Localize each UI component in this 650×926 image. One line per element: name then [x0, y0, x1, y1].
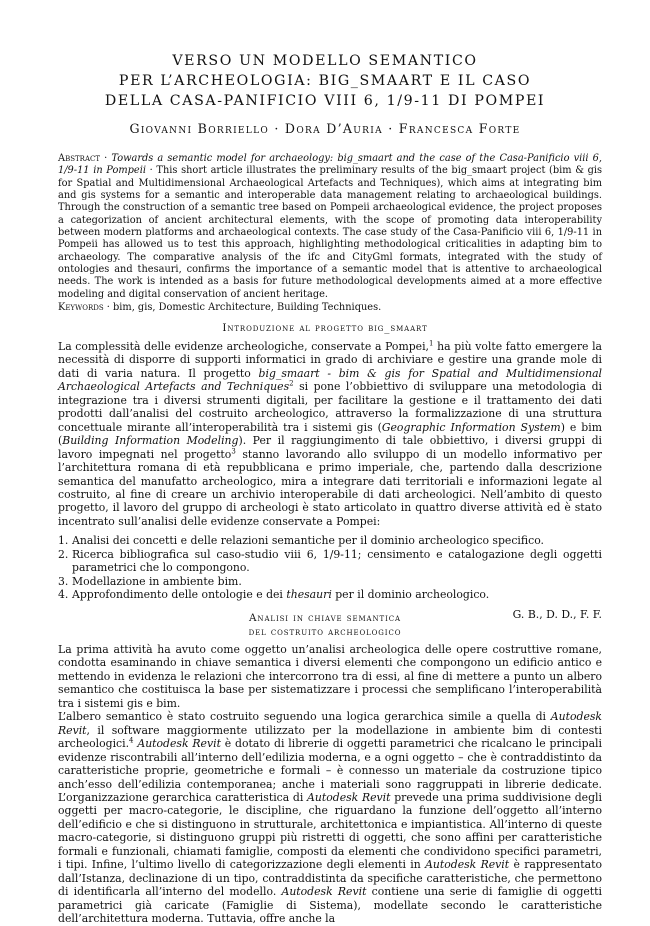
footnote-ref-4[interactable]: 4	[129, 736, 134, 745]
list-text: Approfondimento delle ontologie e dei	[72, 588, 287, 602]
list-number: 4.	[58, 588, 69, 602]
heading-line-1: Analisi in chiave semantica	[249, 612, 401, 624]
software-name: Autodesk Revit	[307, 790, 391, 804]
heading-line-2: del costruito archeologico	[248, 625, 402, 638]
abstract-separator: ·	[100, 153, 112, 164]
list-text-italic: thesauri	[286, 588, 332, 602]
software-name: Autodesk Revit	[58, 710, 602, 737]
intro-text-a: La complessità delle evidenze archeologiche, conservate a Pompei,	[58, 340, 430, 353]
project-name-italic: big_smaart - bim & gis for Spatial and Multidimensional Archaeological Artefacts and Techniques	[58, 366, 603, 394]
title-line-1: VERSO UN MODELLO SEMANTICO	[172, 53, 478, 69]
list-item	[58, 575, 602, 588]
intro-text-d: ) e bim (	[58, 420, 602, 448]
keywords-label: Keywords	[58, 302, 104, 314]
software-name: Autodesk Revit	[281, 885, 367, 899]
intro-text-b: ha più volte fatto emergere la necessità di disporre di supporti informatici in grado di archiviare e gestire una grande mole di dati di varia natura. Il progetto	[58, 340, 603, 380]
p2-text-c: è dotato di librerie di oggetti parametrici che ricalcano le principali evidenze riscontrabili all’interno dell’edilizia moderna, e a ogni oggetto – che è contraddistinto da caratteristiche proprie, geometriche e formali – è connesso un materiale da costruzione tipico anch’esso dell’edilizia contemporanea; anche i materiali sono raggruppati in librerie dedicate. L’organizzazione gerarchica caratteristica di	[58, 737, 602, 804]
intro-paragraph	[58, 340, 602, 528]
list-text: Analisi dei concetti e delle relazioni semantiche per il dominio archeologico specifico.	[72, 534, 544, 548]
semantic-paragraph-1: La prima attività ha avuto come oggetto un’analisi archeologica delle opere costruttive romane, condotta esaminando in chiave semantica i diversi elementi che compongono un edificio antico e mettendo in evidenza le relazioni che intercorrono tra di essi, al fine di mettere a punto un albero semantico che costituisca la base per sistematizzare i processi che semplificano l’interoperabilità tra i sistemi gis e bim.	[58, 643, 602, 710]
abstract	[58, 153, 602, 314]
semantic-paragraph-2	[58, 710, 602, 925]
title-line-3: DELLA CASA-PANIFICIO VIII 6, 1/9-11 DI POMPEI	[104, 93, 546, 109]
section-introduction-body	[58, 340, 602, 621]
list-item	[58, 548, 602, 575]
title-line-2: PER L’ARCHEOLOGIA: BIG_SMAART E IL CASO	[118, 73, 532, 89]
section-heading-semantic-analysis	[0, 612, 650, 639]
p2-text-d: prevede una prima suddivisione degli oggetti per macro-categorie, le discipline, che riguardano la funzione dell’oggetto all’interno dell’edificio e che si distinguono in strutturale, architettonica e impiantistica. All’interno di queste macro-categorie, si distinguono gruppi più ristretti di oggetti, che sono affini per caratteristiche formali e funzionali, chiamati famiglie, composti da elementi che condividono specifici parametri, i tipi. Infine, l’ultimo livello di categorizzazione degli elementi in	[58, 790, 602, 872]
author-list: Giovanni Borriello · Dora D’Auria · Francesca Forte	[129, 121, 521, 136]
list-text: Modellazione in ambiente bim.	[72, 574, 242, 588]
author-initials: G. B., D. D., F. F.	[512, 607, 602, 621]
software-name: Autodesk Revit	[137, 737, 221, 751]
p2-text-b: , il software maggiormente utilizzato per la modellazione in ambiente bim di contesti archeologici.	[58, 723, 602, 751]
article-title	[0, 51, 650, 111]
activity-list	[58, 534, 602, 601]
section-heading-introduction: Introduzione al progetto big_smaart	[222, 322, 428, 334]
list-number: 1.	[58, 534, 69, 548]
p2-text-e: è rappresentato dall’Istanza, declinazione di un tipo, contraddistinta da specifiche caratteristiche, che permettono di identificarla all’interno del modello.	[58, 858, 603, 899]
list-item	[58, 534, 602, 547]
section-semantic-analysis-body	[58, 643, 602, 926]
footnote-ref-1[interactable]: 1	[429, 339, 434, 348]
intro-text-c: si pone l’obbiettivo di sviluppare una metodologia di integrazione tra i diversi strumenti digitali, per facilitare la gestione e il trattamento dei dati prodotti dall’analisi del costruito archeologico, attraverso la formalizzazione di una struttura concettuale mirante all’interoperabilità tra i sistemi gis (	[58, 380, 602, 434]
bim-expansion: Building Information Modeling	[62, 434, 239, 448]
list-number: 2.	[58, 547, 69, 561]
intro-text-f: stanno lavorando allo sviluppo di un modello informativo per l’architettura romana di età repubblicana e primo imperiale, che, partendo dalla descrizione semantica del manufatto archeologico, mira a integrare dati territoriali e informazioni legate al costruito, al fine di creare un archivio interoperabile di dati archeologici. Nell’ambito di questo progetto, il lavoro del gruppo di archeologi è stato articolato in quattro diverse attività ed è stato incentrato sull’analisi delle evidenze conservate a Pompei:	[58, 447, 602, 528]
list-text: Ricerca bibliografica sul caso-studio viii 6, 1/9-11; censimento e catalogazione degli oggetti parametrici che lo compongono.	[72, 547, 602, 575]
abstract-title: Towards a semantic model for archaeology: big_smaart and the case of the Casa-Panificio viii 6, 1/9-11 in Pompeii	[58, 153, 603, 177]
footnote-ref-3[interactable]: 3	[231, 447, 236, 456]
intro-text-e: ). Per il raggiungimento di tale obbiettivo, i diversi gruppi di lavoro impegnati nel progetto	[58, 434, 602, 461]
p2-text-f: contiene una serie di famiglie di oggetti parametrici già caricate (Famiglie di Sistema), modellate secondo le caratteristiche dell’architettura moderna. Tuttavia, offre anche la	[58, 885, 602, 926]
p2-text-a: L’albero semantico è stato costruito seguendo una logica gerarchica simile a quella di	[58, 710, 551, 724]
list-number: 3.	[58, 574, 69, 588]
footnote-ref-2[interactable]: 2	[289, 379, 294, 388]
abstract-text: · This short article illustrates the preliminary results of the big_smaart project (bim & gis for Spatial and Multidimensional Archaeological Artefacts and Techniques), which aims at integrating bim and gis systems for a semantic and interoperable data management relating to archaeological buildings. Through the construction of a semantic tree based on Pompeii archaeological evidence, the project proposes a categorization of ancient architectural elements, with the scope of promoting data interoperability between modern platforms and archaeological contexts. The case study of the Casa-Panificio viii 6, 1/9-11 in Pompeii has allowed us to test this approach, highlighting methodological criticalities in adapting bim to archaeology. The comparative analysis of the ifc and CityGml formats, integrated with the study of ontologies and thesauri, confirms the importance of a semantic model that is attentive to archaeological needs. The work is intended as a basis for future methodological developments aimed at a more effective modeling and digital conservation of ancient heritage.	[58, 165, 602, 300]
list-text: per il dominio archeologico.	[331, 588, 490, 602]
list-item	[58, 588, 602, 601]
software-name: Autodesk Revit	[425, 858, 510, 872]
abstract-label: Abstract	[58, 153, 101, 164]
gis-expansion: Geographic Information System	[381, 420, 561, 434]
keywords-text: · bim, gis, Domestic Architecture, Building Techniques.	[103, 302, 382, 314]
